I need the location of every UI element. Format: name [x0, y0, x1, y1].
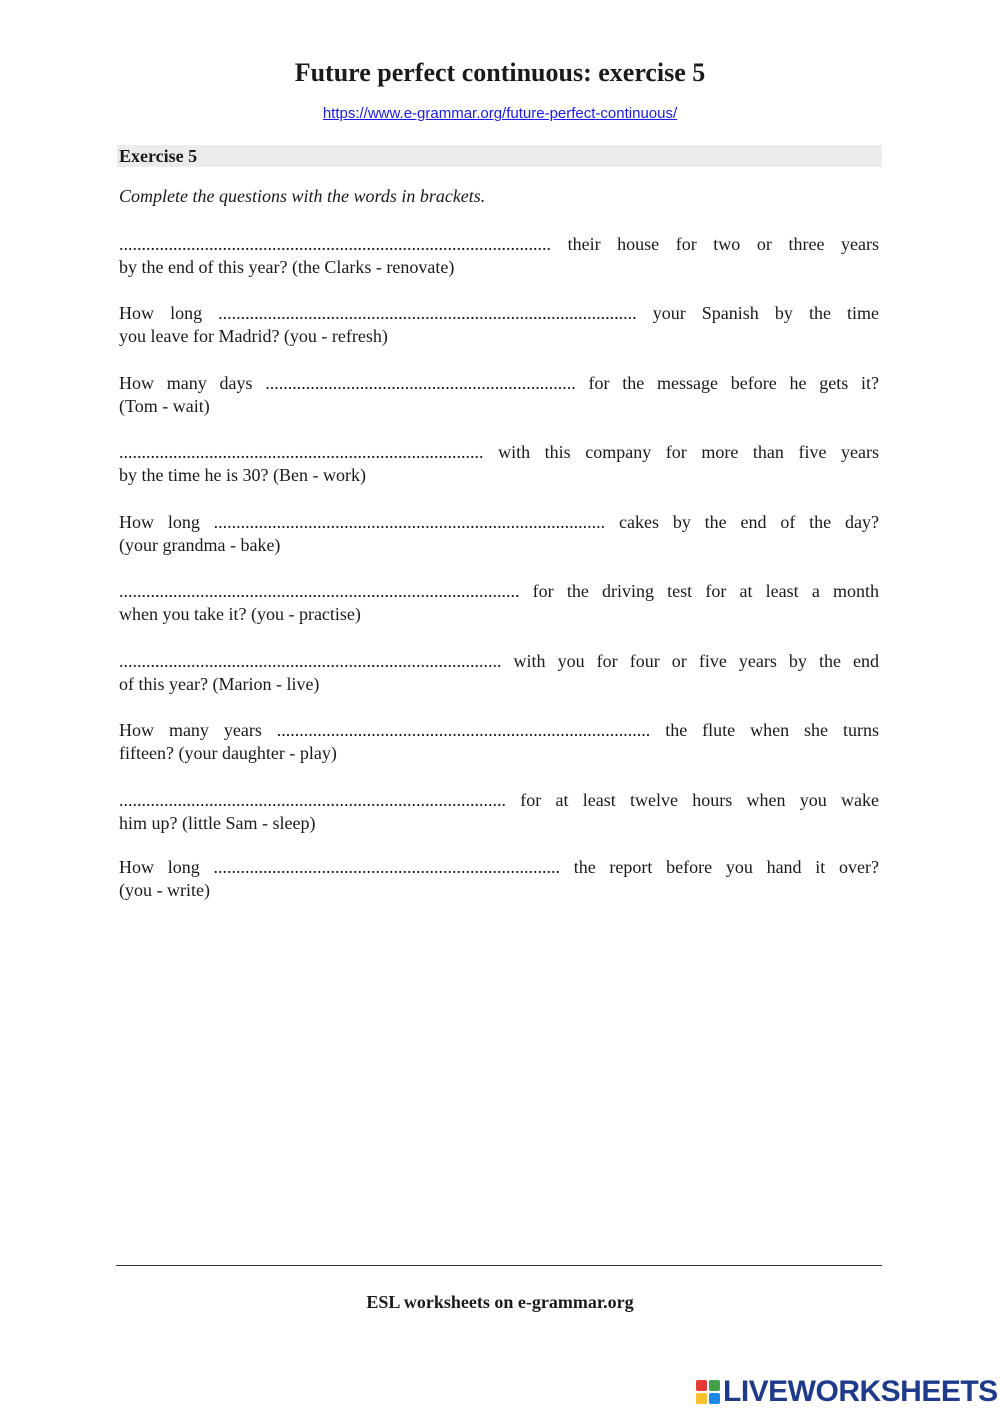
exercise-header-bar: [117, 145, 882, 167]
question-line-2: fifteen? (your daughter - play): [119, 743, 337, 763]
question-item: [119, 372, 879, 418]
logo-block: [709, 1393, 720, 1404]
question-line-2: you leave for Madrid? (you - refresh): [119, 326, 388, 346]
logo-block: [696, 1380, 707, 1391]
question-line-2: (your grandma - bake): [119, 535, 281, 555]
logo-text: LIVEWORKSHEETS: [723, 1375, 998, 1408]
question-item: [119, 580, 879, 626]
footer-text: ESL worksheets on e-grammar.org: [366, 1292, 634, 1312]
question-line-2: him up? (little Sam - sleep): [119, 813, 316, 833]
source-link[interactable]: https://www.e-grammar.org/future-perfect-continuous/: [322, 105, 678, 122]
logo-block: [696, 1393, 707, 1404]
question-line-2: by the time he is 30? (Ben - work): [119, 465, 366, 485]
question-line-1: ................................................................................. with this company for more than five years: [119, 442, 879, 462]
question-line-2: of this year? (Marion - live): [119, 674, 320, 694]
question-line-1: ......................................................................................... for the driving test for at least a month: [119, 581, 879, 601]
question-item: [119, 789, 879, 835]
exercise-label: Exercise 5: [119, 146, 198, 166]
question-item: [119, 650, 879, 696]
source-link-container: [0, 105, 1000, 122]
question-line-1: ...................................................................................... for at least twelve hours when you wake: [119, 790, 879, 810]
exercise-instruction: Complete the questions with the words in brackets.: [119, 186, 486, 206]
page-title: Future perfect continuous: exercise 5: [294, 58, 706, 87]
logo-block: [709, 1380, 720, 1391]
question-line-1: How long ............................................................................................. your Spanish by the time: [119, 303, 879, 323]
question-line-2: by the end of this year? (the Clarks - renovate): [119, 257, 455, 277]
question-line-1: ..................................................................................... with you for four or five years by the end: [119, 651, 879, 671]
question-item: [119, 719, 879, 765]
question-item: [119, 302, 879, 348]
logo-blocks-icon: [696, 1380, 720, 1404]
question-line-2: when you take it? (you - practise): [119, 604, 361, 624]
question-line-1: ................................................................................................ their house for two or three years: [119, 234, 879, 254]
question-item: [119, 233, 879, 279]
question-line-1: How many years ................................................................................... the flute when she turns: [119, 720, 879, 740]
question-line-2: (you - write): [119, 880, 210, 900]
question-item: [119, 441, 879, 487]
liveworksheets-logo: [696, 1374, 998, 1410]
footer-divider: [116, 1265, 882, 1266]
question-line-1: How long ............................................................................. the report before you hand it over?: [119, 857, 879, 877]
question-item: [119, 856, 879, 902]
question-line-2: (Tom - wait): [119, 396, 210, 416]
question-line-1: How many days ..................................................................... for the message before he gets it?: [119, 373, 879, 393]
question-line-1: How long ....................................................................................... cakes by the end of the day?: [119, 512, 879, 532]
question-item: [119, 511, 879, 557]
